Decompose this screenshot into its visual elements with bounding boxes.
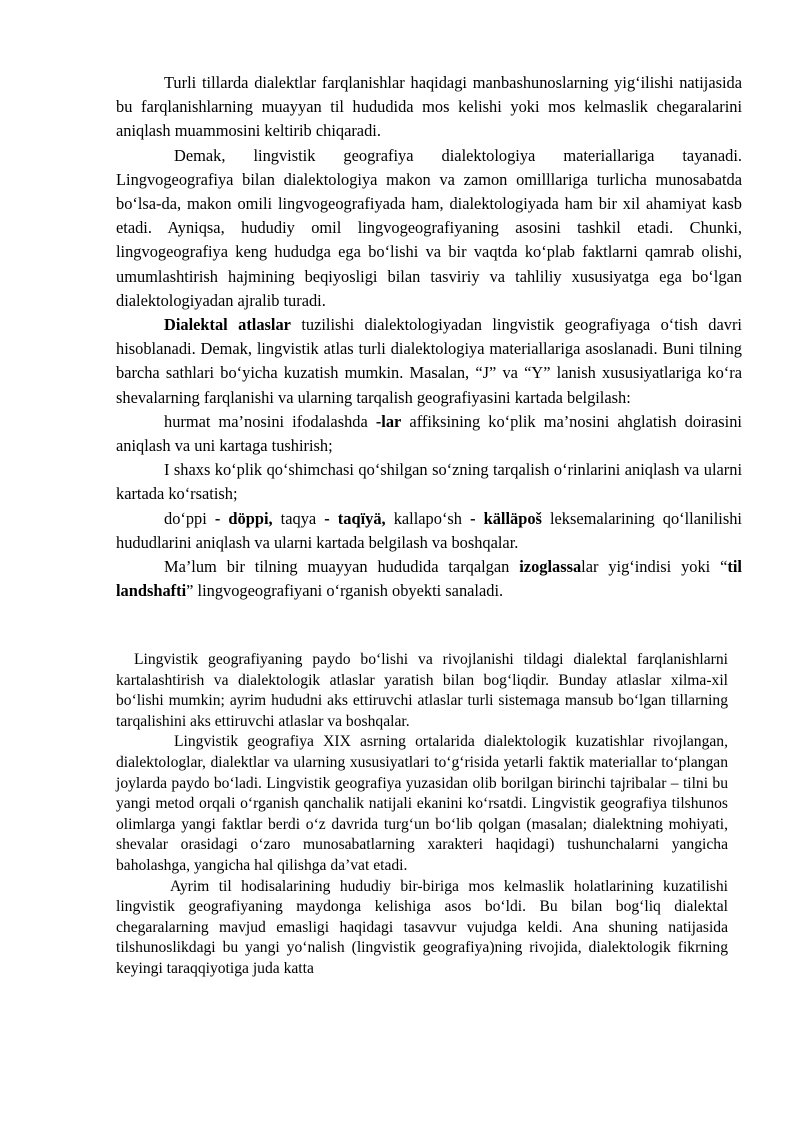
bold-affix-lar: -lar bbox=[375, 411, 402, 431]
text-block-upper bbox=[116, 71, 742, 603]
paragraph-4: hurmat ma’nosini ifodalashda -lar affiksining ko‘plik ma’nosini ahglatish doirasini aniqlash va uni kartaga tushirish; bbox=[116, 411, 742, 456]
bold-term-izoglassa: izoglassa bbox=[519, 557, 582, 577]
paragraph-3: Dialektal atlaslar tuzilishi dialektologiyadan lingvistik geografiyaga o‘tish davri hisoblanadi. Demak, lingvistik atlas turli dialektologiya materiallariga asoslanadi. Buni tilning barcha sathlari bo‘yicha kuzatish mumkin. Masalan, “J” va “Y” lanish xususiyatlariga ko‘ra shevalarning farqlanishi va ularning tarqalish geografiyasini kartada belgilash: bbox=[116, 315, 742, 407]
bold-word-taqiya: - taqïyä, bbox=[324, 508, 386, 528]
paragraph-1: Turli tillarda dialektlar farqlanishlar haqidagi manbashunoslarning yig‘ilishi natijasida bu farqlanishlarning muayyan til hududida mos kelishi yoki mos kelmaslik chegaralarini aniqlash muammosini keltirib chiqaradi. bbox=[116, 73, 742, 141]
bold-word-doppi: - döppi, bbox=[214, 508, 273, 528]
paragraph-2: Demak, lingvistik geografiya dialektologiya materiallariga tayanadi. Lingvogeografiya bilan dialektologiya makon va zamon omilllariga turlicha munosabatda bo‘lsa-da, makon omili lingvogeografiyada ham, dialektologiyada ham bir xil ahamiyat kasb etadi. Ayniqsa, hududiy omil lingvogeografiyaning asosini tashkil etadi. Chunki, lingvogeografiya keng hududga ega bo‘lishi va bir vaqtda ko‘plab faktlarni qamrab olishi, umumlashtirish hajmining beqiyosligi bilan tasviriy va tahliliy xususiyatga ega bo‘lgan dialektologiyadan ajralib turadi. bbox=[116, 145, 742, 310]
text-block-lower bbox=[116, 650, 728, 980]
paragraph-8: Lingvistik geografiyaning paydo bo‘lishi va rivojlanishi tildagi dialektal farqlanishlarni kartalashtirish va dialektologik atlaslar yaratish bilan bog‘liqdir. Bunday atlaslar xilma-xil bo‘lishi mumkin; ayrim hududni aks ettiruvchi atlaslar turli sistemaga mansub bo‘lgan tillarning tarqalishini aks ettiruvchi atlaslar va boshqalar. bbox=[116, 651, 728, 730]
paragraph-6: do‘ppi - döppi, taqya - taqïyä, kallapo‘sh - källäpoš leksemalarining qo‘llanilishi hududlarini aniqlash va ularni kartada belgilash va boshqalar. bbox=[116, 508, 742, 552]
bold-term-til-landshafti: til landshafti bbox=[116, 557, 742, 601]
paragraph-5: I shaxs ko‘plik qo‘shimchasi qo‘shilgan so‘zning tarqalish o‘rinlarini aniqlash va ularni kartada ko‘rsatish; bbox=[116, 460, 742, 504]
bold-term-dialektal-atlaslar: Dialektal atlaslar bbox=[164, 315, 291, 335]
bold-word-kallapos: - källäpoš bbox=[470, 508, 542, 528]
paragraph-7: Ma’lum bir tilning muayyan hududida tarqalgan izoglassalar yig‘indisi yoki “til landshafti” lingvogeografiyani o‘rganish obyekti sanaladi. bbox=[116, 557, 742, 601]
paragraph-10: Ayrim til hodisalarining hududiy bir-biriga mos kelmaslik holatlarining kuzatilishi lingvistik geografiyaning maydonga kelishiga asos bo‘ldi. Bu bilan bog‘liq dialektal chegaralarning mavjud emasligi haqidagi tasavvur vujudga keldi. Ana shuning natijasida tilshunoslikdagi bu yangi yo‘nalish (lingvistik geografiya)ning rivojida, dialektologik fikrning keyingi taraqqiyotiga juda katta bbox=[116, 877, 728, 977]
paragraph-9: Lingvistik geografiya XIX asrning ortalarida dialektologik kuzatishlar rivojlangan, dialektologlar, dialektlar va ularning xususiyatlari to‘g‘risida yetarli faktik materiallar to‘plangan joylarda paydo bo‘ladi. Lingvistik geografiya yuzasidan olib borilgan birinchi tajribalar – tilni bu yangi metod orqali o‘rganish qanchalik natijali ekanini ko‘rsatdi. Lingvistik geografiya tilshunos olimlarga yangi faktlar berdi o‘z davrida turg‘un bo‘lib qolgan (masalan; dialektning mohiyati, shevalar orasidagi o‘zaro munosabatlarning xarakteri haqidagi) tushunchalarni yangicha baholashga, yangicha hal qilishga da’vat etadi. bbox=[116, 733, 728, 874]
